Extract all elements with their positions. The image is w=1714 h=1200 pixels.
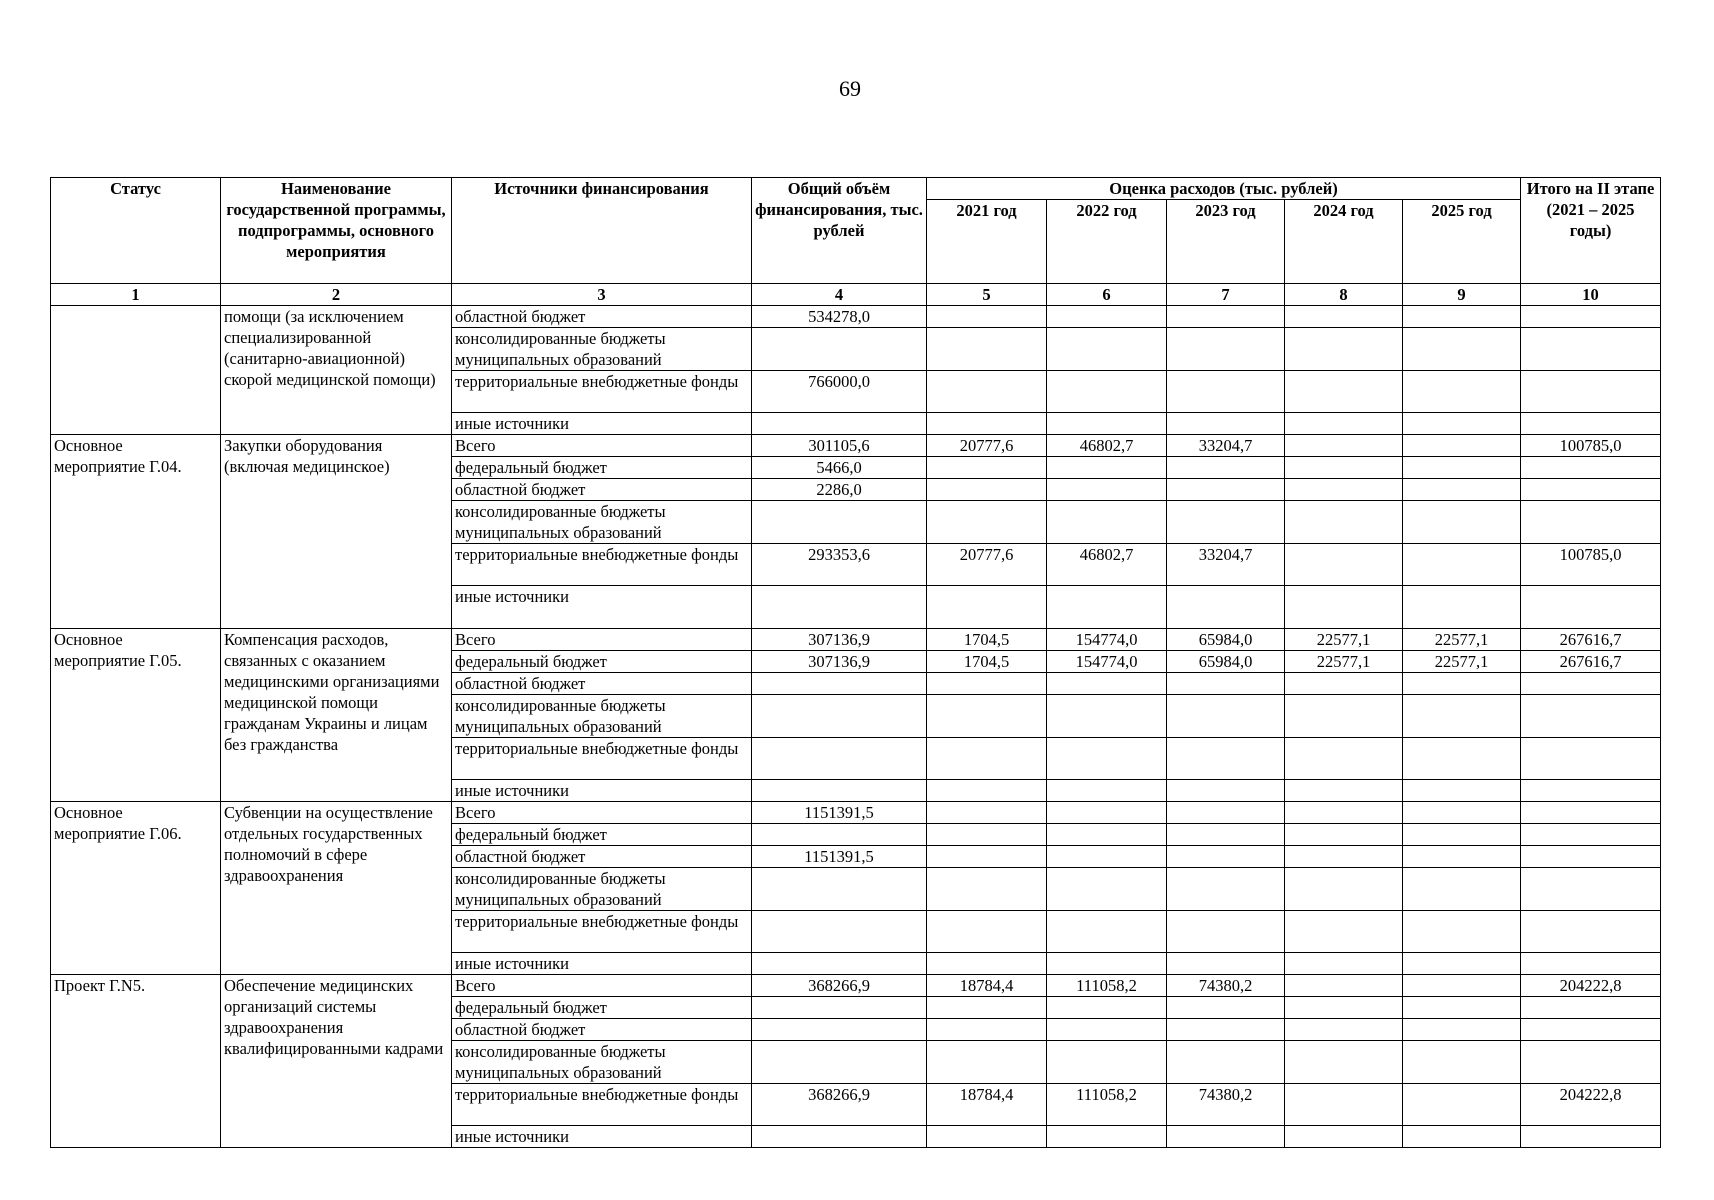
year-amount-cell [1285,1084,1403,1126]
funding-source-cell: консолидированные бюджеты муниципальных образований [452,328,752,371]
year-amount-cell [1047,413,1167,435]
total-amount-cell [752,780,927,802]
table-row [51,975,1661,997]
year-amount-cell [1047,911,1167,953]
total-amount-cell: 5466,0 [752,457,927,479]
year-amount-cell: 111058,2 [1047,1084,1167,1126]
table-row [51,802,1661,824]
funding-source-cell: территориальные внебюджетные фонды [452,911,752,953]
year-amount-cell [1167,413,1285,435]
year-amount-cell [1403,1019,1521,1041]
funding-source-cell: иные источники [452,953,752,975]
header-sources: Источники финансирования [452,178,752,284]
stage-total-cell [1521,868,1661,911]
stage-total-cell [1521,586,1661,629]
column-number: 6 [1047,284,1167,306]
total-amount-cell: 307136,9 [752,651,927,673]
stage-total-cell [1521,911,1661,953]
year-amount-cell [1167,371,1285,413]
year-amount-cell: 46802,7 [1047,544,1167,586]
year-amount-cell [1047,1019,1167,1041]
total-amount-cell [752,738,927,780]
total-amount-cell [752,997,927,1019]
stage-total-cell [1521,673,1661,695]
year-amount-cell [927,738,1047,780]
year-amount-cell [1167,306,1285,328]
year-amount-cell [927,413,1047,435]
year-amount-cell: 22577,1 [1285,651,1403,673]
year-amount-cell [1167,695,1285,738]
program-name-cell: Компенсация расходов, связанных с оказанием медицинскими организациями медицинской помощи гражданам Украины и лицам без гражданства [221,629,452,802]
year-amount-cell [1403,371,1521,413]
year-amount-cell [1167,479,1285,501]
year-amount-cell [1403,868,1521,911]
year-amount-cell [1285,802,1403,824]
year-amount-cell [1167,1019,1285,1041]
year-amount-cell [1285,435,1403,457]
year-amount-cell [1047,586,1167,629]
year-amount-cell [1285,997,1403,1019]
stage-total-cell [1521,501,1661,544]
year-amount-cell [1285,868,1403,911]
year-amount-cell [927,479,1047,501]
year-amount-cell [1285,975,1403,997]
year-amount-cell [1047,371,1167,413]
year-amount-cell [927,868,1047,911]
year-amount-cell [1403,953,1521,975]
header-year: 2023 год [1167,200,1285,284]
year-amount-cell [1167,780,1285,802]
year-amount-cell [927,371,1047,413]
stage-total-cell [1521,695,1661,738]
stage-total-cell: 267616,7 [1521,629,1661,651]
total-amount-cell [752,328,927,371]
funding-source-cell: федеральный бюджет [452,997,752,1019]
year-amount-cell [1403,501,1521,544]
total-amount-cell: 766000,0 [752,371,927,413]
funding-source-cell: Всего [452,975,752,997]
stage-total-cell: 100785,0 [1521,435,1661,457]
year-amount-cell [927,1126,1047,1148]
year-amount-cell [1285,371,1403,413]
stage-total-cell: 204222,8 [1521,1084,1661,1126]
year-amount-cell [1167,1126,1285,1148]
year-amount-cell [1403,413,1521,435]
year-amount-cell: 74380,2 [1167,1084,1285,1126]
funding-source-cell: Всего [452,802,752,824]
status-cell [51,306,221,435]
stage-total-cell [1521,479,1661,501]
year-amount-cell [1285,824,1403,846]
year-amount-cell [927,586,1047,629]
total-amount-cell [752,1019,927,1041]
stage-total-cell [1521,1041,1661,1084]
funding-source-cell: федеральный бюджет [452,824,752,846]
column-number: 10 [1521,284,1661,306]
year-amount-cell [927,1041,1047,1084]
year-amount-cell: 20777,6 [927,435,1047,457]
budget-table [50,177,1661,1148]
stage-total-cell [1521,846,1661,868]
stage-total-cell [1521,371,1661,413]
funding-source-cell: консолидированные бюджеты муниципальных образований [452,1041,752,1084]
status-cell: Основное мероприятие Г.06. [51,802,221,975]
year-amount-cell [1403,780,1521,802]
header-stage-total: Итого на II этапе (2021 – 2025 годы) [1521,178,1661,284]
stage-total-cell [1521,997,1661,1019]
year-amount-cell [1047,780,1167,802]
year-amount-cell [1403,695,1521,738]
column-number-row [51,284,1661,306]
header-total: Общий объём финансирования, тыс. рублей [752,178,927,284]
year-amount-cell [1167,846,1285,868]
total-amount-cell [752,953,927,975]
total-amount-cell: 293353,6 [752,544,927,586]
stage-total-cell [1521,953,1661,975]
funding-source-cell: федеральный бюджет [452,457,752,479]
funding-source-cell: консолидированные бюджеты муниципальных образований [452,501,752,544]
year-amount-cell: 1704,5 [927,629,1047,651]
year-amount-cell [1403,306,1521,328]
year-amount-cell [1403,738,1521,780]
year-amount-cell: 22577,1 [1285,629,1403,651]
header-name: Наименование государственной программы, подпрограммы, основного мероприятия [221,178,452,284]
year-amount-cell [927,824,1047,846]
year-amount-cell [1285,501,1403,544]
year-amount-cell [1047,997,1167,1019]
total-amount-cell [752,868,927,911]
year-amount-cell [1285,911,1403,953]
year-amount-cell [1047,868,1167,911]
stage-total-cell [1521,802,1661,824]
year-amount-cell [927,673,1047,695]
year-amount-cell: 33204,7 [1167,435,1285,457]
stage-total-cell [1521,413,1661,435]
table-row [51,435,1661,457]
year-amount-cell [1047,824,1167,846]
year-amount-cell [1167,997,1285,1019]
funding-source-cell: территориальные внебюджетные фонды [452,1084,752,1126]
total-amount-cell: 1151391,5 [752,846,927,868]
year-amount-cell [927,328,1047,371]
year-amount-cell [1285,1019,1403,1041]
year-amount-cell [927,802,1047,824]
year-amount-cell [1403,328,1521,371]
year-amount-cell [1047,695,1167,738]
status-cell: Основное мероприятие Г.05. [51,629,221,802]
program-name-cell: Обеспечение медицинских организаций системы здравоохранения квалифицированными кадрами [221,975,452,1148]
program-name-cell: помощи (за исключением специализированной (санитарно-авиационной) скорой медицинской помощи) [221,306,452,435]
year-amount-cell [1403,544,1521,586]
funding-source-cell: областной бюджет [452,479,752,501]
year-amount-cell [1047,457,1167,479]
year-amount-cell [1285,413,1403,435]
year-amount-cell [1167,673,1285,695]
year-amount-cell: 20777,6 [927,544,1047,586]
funding-source-cell: областной бюджет [452,306,752,328]
year-amount-cell: 18784,4 [927,975,1047,997]
year-amount-cell [1047,306,1167,328]
year-amount-cell [1167,802,1285,824]
funding-source-cell: территориальные внебюджетные фонды [452,738,752,780]
year-amount-cell [1285,586,1403,629]
year-amount-cell [927,953,1047,975]
year-amount-cell [1167,911,1285,953]
year-amount-cell [1403,1126,1521,1148]
year-amount-cell: 22577,1 [1403,651,1521,673]
total-amount-cell [752,695,927,738]
column-number: 9 [1403,284,1521,306]
stage-total-cell [1521,306,1661,328]
year-amount-cell: 154774,0 [1047,651,1167,673]
header-year: 2021 год [927,200,1047,284]
header-year: 2022 год [1047,200,1167,284]
year-amount-cell [1285,953,1403,975]
year-amount-cell [1403,586,1521,629]
total-amount-cell [752,1126,927,1148]
year-amount-cell [1047,846,1167,868]
year-amount-cell: 154774,0 [1047,629,1167,651]
year-amount-cell [1285,738,1403,780]
total-amount-cell: 368266,9 [752,1084,927,1126]
year-amount-cell: 18784,4 [927,1084,1047,1126]
year-amount-cell [927,1019,1047,1041]
funding-source-cell: иные источники [452,780,752,802]
year-amount-cell [1403,975,1521,997]
year-amount-cell [927,457,1047,479]
total-amount-cell [752,501,927,544]
column-number: 8 [1285,284,1403,306]
status-cell: Проект Г.N5. [51,975,221,1148]
stage-total-cell: 100785,0 [1521,544,1661,586]
funding-source-cell: федеральный бюджет [452,651,752,673]
table-body [51,306,1661,1148]
header-status: Статус [51,178,221,284]
stage-total-cell [1521,780,1661,802]
column-number: 4 [752,284,927,306]
total-amount-cell: 301105,6 [752,435,927,457]
year-amount-cell [1285,1041,1403,1084]
funding-source-cell: иные источники [452,413,752,435]
column-number: 7 [1167,284,1285,306]
program-name-cell: Закупки оборудования (включая медицинское) [221,435,452,629]
total-amount-cell: 534278,0 [752,306,927,328]
funding-source-cell: Всего [452,629,752,651]
total-amount-cell [752,586,927,629]
funding-source-cell: областной бюджет [452,673,752,695]
year-amount-cell [1167,1041,1285,1084]
year-amount-cell [927,911,1047,953]
year-amount-cell [1047,673,1167,695]
stage-total-cell [1521,738,1661,780]
total-amount-cell: 307136,9 [752,629,927,651]
year-amount-cell [1403,457,1521,479]
year-amount-cell [1285,457,1403,479]
year-amount-cell [1403,911,1521,953]
year-amount-cell [927,997,1047,1019]
year-amount-cell [1047,802,1167,824]
header-year: 2025 год [1403,200,1521,284]
total-amount-cell [752,824,927,846]
column-number: 1 [51,284,221,306]
page-number: 69 [839,76,861,101]
year-amount-cell [1403,997,1521,1019]
year-amount-cell [927,846,1047,868]
funding-source-cell: иные источники [452,1126,752,1148]
year-amount-cell: 74380,2 [1167,975,1285,997]
year-amount-cell [1047,953,1167,975]
funding-source-cell: территориальные внебюджетные фонды [452,371,752,413]
stage-total-cell [1521,824,1661,846]
year-amount-cell [1047,479,1167,501]
year-amount-cell: 65984,0 [1167,651,1285,673]
year-amount-cell [927,306,1047,328]
year-amount-cell [1167,824,1285,846]
table-row [51,629,1661,651]
year-amount-cell: 33204,7 [1167,544,1285,586]
total-amount-cell [752,1041,927,1084]
stage-total-cell: 204222,8 [1521,975,1661,997]
year-amount-cell [1285,479,1403,501]
year-amount-cell [1167,738,1285,780]
year-amount-cell [927,501,1047,544]
stage-total-cell: 267616,7 [1521,651,1661,673]
year-amount-cell [1285,306,1403,328]
year-amount-cell [1047,328,1167,371]
year-amount-cell [1285,695,1403,738]
year-amount-cell [1167,457,1285,479]
funding-source-cell: областной бюджет [452,1019,752,1041]
year-amount-cell [1167,501,1285,544]
header-estimate: Оценка расходов (тыс. рублей) [927,178,1521,200]
status-cell: Основное мероприятие Г.04. [51,435,221,629]
year-amount-cell [1285,1126,1403,1148]
year-amount-cell [1403,673,1521,695]
table-row [51,306,1661,328]
year-amount-cell [1403,1084,1521,1126]
year-amount-cell: 22577,1 [1403,629,1521,651]
year-amount-cell [927,695,1047,738]
total-amount-cell: 2286,0 [752,479,927,501]
funding-source-cell: областной бюджет [452,846,752,868]
total-amount-cell [752,911,927,953]
year-amount-cell [1047,1041,1167,1084]
stage-total-cell [1521,1019,1661,1041]
year-amount-cell [1285,328,1403,371]
program-name-cell: Субвенции на осуществление отдельных государственных полномочий в сфере здравоохранения [221,802,452,975]
year-amount-cell [1047,501,1167,544]
year-amount-cell [1047,1126,1167,1148]
year-amount-cell [1285,673,1403,695]
year-amount-cell [1285,780,1403,802]
year-amount-cell [1403,846,1521,868]
column-number: 2 [221,284,452,306]
year-amount-cell: 1704,5 [927,651,1047,673]
year-amount-cell [1403,1041,1521,1084]
column-number: 3 [452,284,752,306]
year-amount-cell [1403,435,1521,457]
total-amount-cell: 368266,9 [752,975,927,997]
stage-total-cell [1521,457,1661,479]
year-amount-cell [1167,586,1285,629]
year-amount-cell: 46802,7 [1047,435,1167,457]
year-amount-cell: 111058,2 [1047,975,1167,997]
total-amount-cell: 1151391,5 [752,802,927,824]
total-amount-cell [752,413,927,435]
year-amount-cell [1403,479,1521,501]
year-amount-cell: 65984,0 [1167,629,1285,651]
column-number: 5 [927,284,1047,306]
year-amount-cell [1167,868,1285,911]
funding-source-cell: иные источники [452,586,752,629]
year-amount-cell [1285,846,1403,868]
year-amount-cell [1285,544,1403,586]
header-year: 2024 год [1285,200,1403,284]
year-amount-cell [1167,328,1285,371]
year-amount-cell [927,780,1047,802]
year-amount-cell [1403,802,1521,824]
funding-source-cell: территориальные внебюджетные фонды [452,544,752,586]
stage-total-cell [1521,1126,1661,1148]
funding-source-cell: Всего [452,435,752,457]
funding-source-cell: консолидированные бюджеты муниципальных образований [452,695,752,738]
year-amount-cell [1403,824,1521,846]
year-amount-cell [1167,953,1285,975]
year-amount-cell [1047,738,1167,780]
total-amount-cell [752,673,927,695]
stage-total-cell [1521,328,1661,371]
funding-source-cell: консолидированные бюджеты муниципальных образований [452,868,752,911]
